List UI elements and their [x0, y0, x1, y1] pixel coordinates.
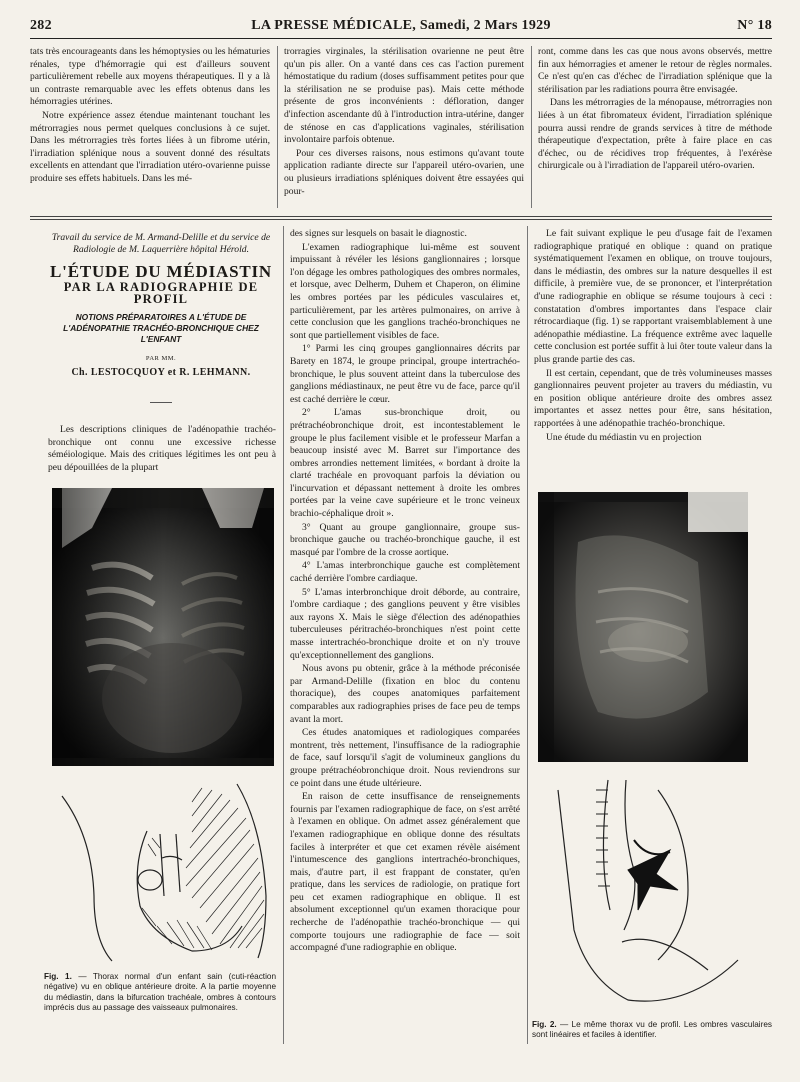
journal-title: LA PRESSE MÉDICALE, Samedi, 2 Mars 1929 [251, 18, 551, 33]
drawing-figure-1 [52, 776, 274, 966]
paragraph: trorragies virginales, la stérilisation ovarienne ne peut être qu'un pis aller. On a vanté dans ces cas l'action purement hémostatique du radium (doses suffisamment petites pour que la stérilisation ne se produise pas). Mais cette méthode présente de gros inconvénients : défloration, danger d'infection ascendante dû à l'introduction intra-utérine, danger de sténose en cas d'applications vaginales, stérilisation involontaire parfois obtenue. [284, 46, 524, 146]
article-subtitle: PAR LA RADIOGRAPHIE DE PROFIL [63, 279, 259, 307]
article-authors: Ch. LESTOCQUOY et R. LEHMANN. [71, 367, 251, 379]
paragraph: tats très encourageants dans les hémoptysies ou les hématuries rénales, type d'hémorragie qui est d'ailleurs souvent particulièrement rebelle aux moyens thérapeutiques. Il y a là un contraste remarquable avec les effets obtenus dans les hémorragies utérines. [30, 46, 270, 108]
paragraph: des signes sur lesquels on basait le diagnostic. [290, 228, 467, 239]
paragraph: 4° L'amas interbronchique gauche est complètement caché derrière l'ombre cardiaque. [290, 560, 520, 585]
figure-1-caption [44, 972, 276, 1014]
paragraph: 2° L'amas sus-bronchique droit, ou prétrachéobronchique droit, est incontestablement le groupe le plus facilement visible et le professeur Marfan a beaucoup insisté avec M. Barret sur l'importance des ombres arrondies nettement limitées, « bordant à droite la clarté trachéale en provoquant parfois la déviation ou l'incurvation et dépassant nettement à droite les ombres portées par la veine cave supérieure et le tronc veineux brachio-céphalique droit ». [290, 407, 520, 520]
article-intro [48, 424, 276, 474]
paragraph: Notre expérience assez étendue maintenant touchant les métrorragies nous permet quelques conclusions à ce sujet. Dans les métrorragies très fortes liées à un fibrome utérin, l'irradiation splénique nous a souvent donné des résultats excellents en attendant que l'irradiation utéro-ovarienne puisse produire ses effets habituels. Dans les mé- [30, 109, 270, 184]
paragraph: Les descriptions cliniques de l'adénopathie trachéo-bronchique ont connu une excessive richesse séméiologique. Mais des critiques légitimes les ont peu à peu dépouillées de la plupart [48, 424, 276, 473]
paragraph: 1° Parmi les cinq groupes ganglionnaires décrits par Barety en 1874, le groupe principal, groupe intertrachéo-bronchique, le plus souvent atteint dans la tuberculose des ganglions médiastinaux, ne peut être vu de face, parce qu'il est caché derrière le cœur. [290, 343, 520, 405]
xray-image-2 [538, 492, 748, 762]
article-preliminary: NOTIONS PRÉPARATOIRES A L'ÉTUDE DE L'ADÉNOPATHIE TRACHÉO-BRONCHIQUE CHEZ L'ENFANT [63, 311, 259, 344]
section-rule [30, 216, 772, 217]
paragraph: Il est certain, cependant, que de très volumineuses masses ganglionnaires peuvent projeter au travers du médiastin, vu en position oblique antérieure droite des ombres assez importantes et assez nettes pour être, sans hésitation, rapportées à une adénopathie trachéo-bronchique. [534, 367, 772, 429]
section-rule [30, 219, 772, 220]
column-divider [277, 46, 278, 208]
thorax-outline-left [62, 796, 112, 961]
paragraph: Une étude du médiastin vu en projection [546, 431, 702, 443]
paragraph: 3° Quant au groupe ganglionnaire, groupe sus-bronchique gauche ou trachéo-bronchique gauche, il est masqué par l'ombre de la crosse aortique. [290, 521, 520, 558]
short-rule [150, 402, 172, 403]
column-divider [527, 226, 528, 1044]
paragraph: Pour ces diverses raisons, nous estimons qu'avant toute application radiante directe sur l'appareil utéro-ovarien, une ou plusieurs irradiations spléniques doivent être essayées qui pour- [284, 147, 524, 197]
top-column-3 [538, 46, 772, 212]
byline: PAR MM. [145, 354, 177, 362]
figure-2-label: Fig. 2. [532, 1020, 557, 1029]
paragraph: ront, comme dans les cas que nous avons observés, mettre fin aux hémorragies et amener le retour de règles normales. Ce n'est qu'en cas d'échec de l'irradiation splénique que la stérilisation par les radiations pourra être envisagée. [538, 46, 772, 95]
paragraph: En raison de cette insuffisance de renseignements fournis par l'examen radiographique de face, on s'est arrêté à l'examen en oblique. On admet assez généralement que l'examen radiographique en oblique donne des résultats faciles à interpréter et que cet examen révèle aisément l'intumescence des ganglions intertrachéo-bronchiques, mais, d'autre part, il est frappant de constater, qu'en pratique, dans les services de radiologie, on pratique fort peu cet examen radiographique en oblique. Il est absolument exceptionnel qu'un examen thoracique pour recherche de l'adénopathie trachéo-bronchique — qui comporte toujours une radiographie de face — soit accompagné d'une radiographie en oblique. [290, 791, 520, 954]
xray-image-1 [52, 488, 274, 766]
paragraph: Le fait suivant explique le peu d'usage fait de l'examen radiographique pratiqué en oblique : quand on pratique systématiquement l'examen en oblique, on trouve toujours, dans le médiastin, des ombres sur la nature desquelles il est difficile, à première vue, de se prononcer, et l'interprétation d'une radiographie en oblique se résume toujours à ceci : constatation d'ombres importantes dans l'espace clair rétrocardiaque (fig. 1) se rapportant vraisemblablement à une adénopathie médiastine. La fréquence extrême avec laquelle cette conclusion est portée suffit à lui ôter toute valeur dans la plus grande partie des cas. [534, 228, 772, 365]
figure-2-text: — Le même thorax vu de profil. Les ombres vasculaires sont linéaires et faciles à identifier. [532, 1020, 772, 1040]
column-divider [283, 226, 284, 1044]
column-divider [531, 46, 532, 208]
paragraph: L'examen radiographique lui-même est souvent impuissant à révéler les lésions ganglionnaires ; lorsque l'on dégage les ombres pathologiques des ombres normales, et lorsque, avec Delherm, Duhem et Chaperon, on élimine les ombres portées par les pédicules vasculaires et, particulièrement, par les artères pulmonaires, on arrive à cette conclusion que les ganglions trachéo-bronchiques ne sont que partiellement visibles de face. [290, 241, 520, 341]
middle-column [290, 228, 520, 1046]
right-column-text [534, 228, 772, 474]
figure-1-label: Fig. 1. [44, 972, 72, 981]
figure-2-caption [532, 1020, 772, 1041]
profile-outline [558, 790, 738, 1001]
top-column-1 [30, 46, 270, 212]
running-header [30, 16, 772, 39]
paragraph: Nous avons pu obtenir, grâce à la méthode préconisée par Armand-Delille (fixation en bloc du contenu thoracique), des coupes anatomiques parfaitement comparables aux radiographies prises de face peu de temps avant la mort. [290, 663, 520, 725]
article-credit: Travail du service de M. Armand-Delille et du service de Radiologie de M. Laquerrière hôpital Hérold. [51, 232, 271, 255]
issue-number: N° 18 [737, 18, 772, 33]
figure-1-text: — Thorax normal d'un enfant sain (cuti-réaction négative) vu en oblique antérieure droite. A la partie moyenne du médiastin, dans la bifurcation trachéale, ombres à contours imprécis dus au passage des vaisseaux pulmonaires. [44, 972, 277, 1013]
article-title: L'ÉTUDE DU MÉDIASTIN [50, 262, 272, 281]
drawing-figure-2 [538, 770, 752, 1010]
paragraph: Dans les métrorragies de la ménopause, métrorragies non liées à un état fibromateux évident, l'irradiation splénique pourra aussi rendre de grands services à titre de méthode thérapeutique d'expectation, prête à faire place en cas d'échec, ou de récidives trop fréquentes, à l'exérèse chirurgicale ou à l'irradiation de l'appareil utéro-ovarien. [538, 97, 772, 172]
xray-figure-2 [538, 492, 748, 762]
xray-figure-1 [52, 488, 274, 766]
top-column-2 [284, 46, 524, 212]
paragraph: Ces études anatomiques et radiologiques comparées montrent, très nettement, l'insuffisance de la radiographie de face, sauf lorsqu'il s'agit de volumineux ganglions du groupe prétrachéobronchique droit. Nous reviendrons sur ce point dans une étude ultérieure. [290, 727, 520, 789]
paragraph: 5° L'amas interbronchique droit déborde, au contraire, l'ombre cardiaque ; des ganglions peuvent y être visibles aux rayons X. Mais le siège d'élection des adénopathies tuberculeuses péritrachéo-bronchiques n'est point cette masse intertrachéo-bronchique droite et on n'y trouve qu'exceptionnellement des ganglions. [290, 586, 520, 661]
page-number: 282 [30, 18, 52, 33]
